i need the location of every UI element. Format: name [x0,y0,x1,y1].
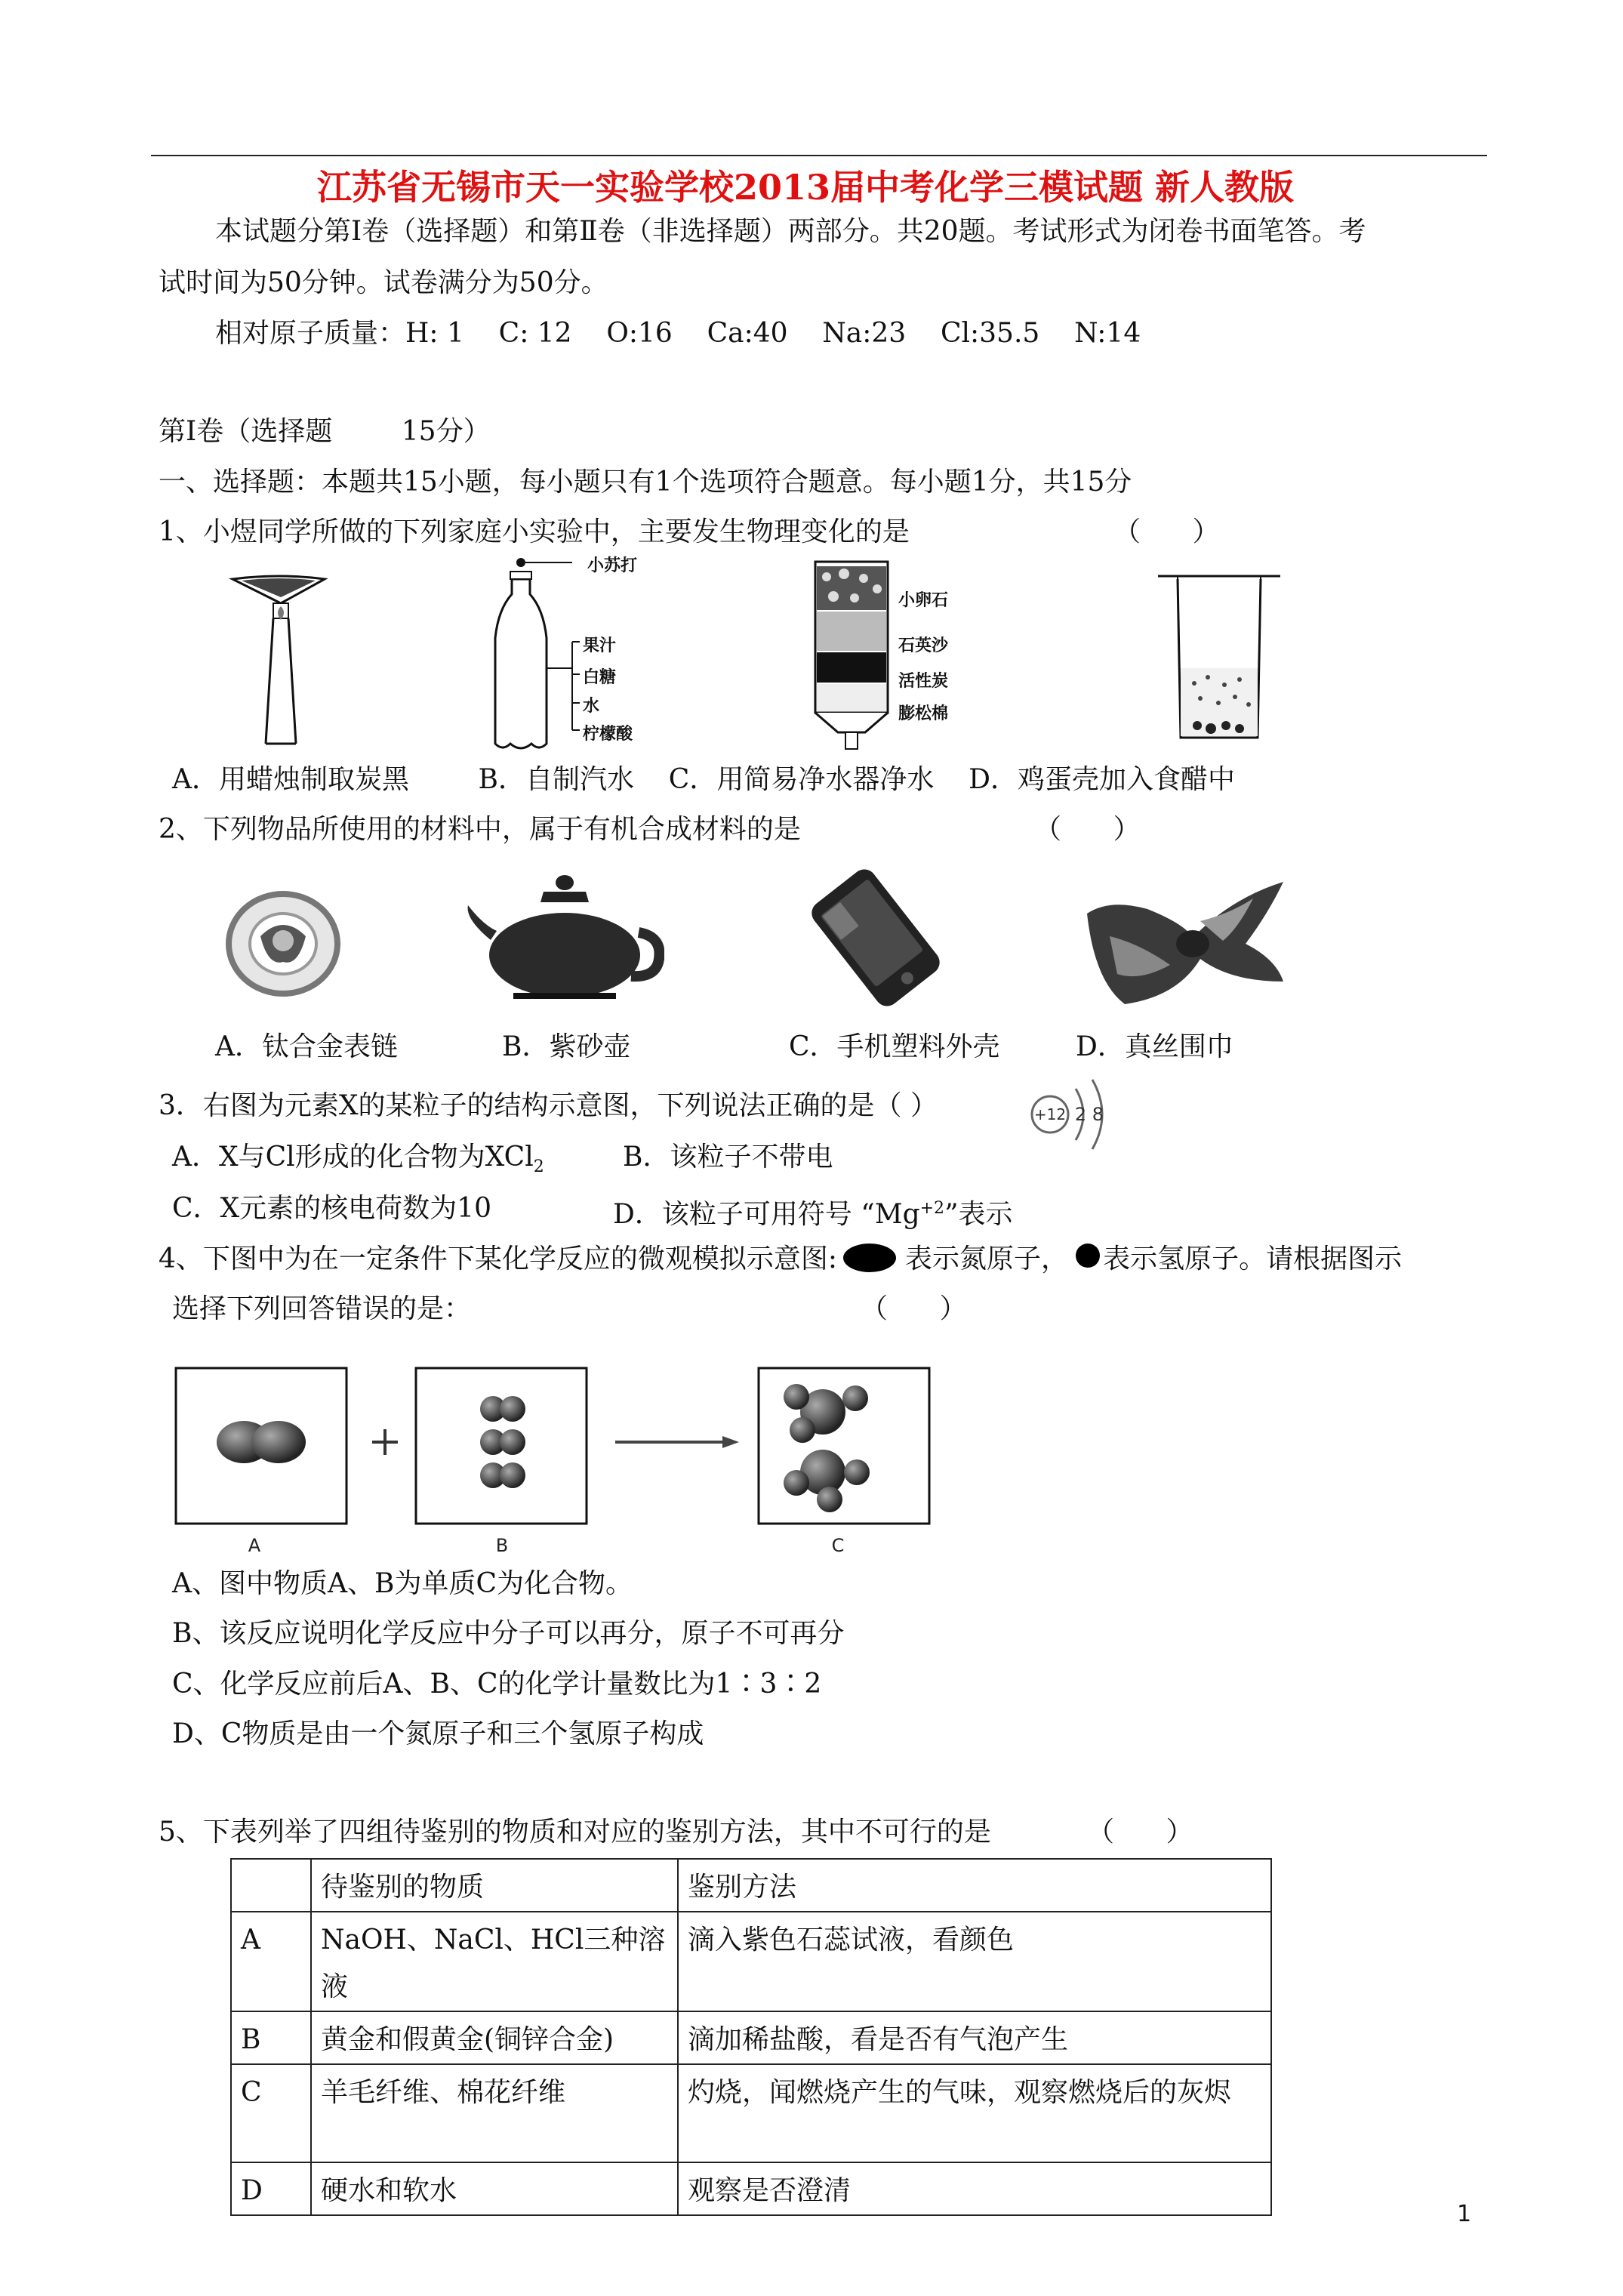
q2-option-c: C．手机塑料外壳 [789,1031,1000,1062]
table-header-cell [231,1859,311,1912]
q4-option-c: C、化学反应前后A、B、C的化学计量数比为1∶3∶2 [172,1669,822,1700]
label-water: 水 [583,696,600,716]
q5-answer-blank: （ ） [1087,1817,1193,1848]
reaction-diagram [155,1351,947,1555]
label-pebbles: 小卵石 [898,590,949,610]
q3-stem: 3．右图为元素X的某粒子的结构示意图，下列说法正确的是（ ） [159,1090,938,1121]
q3-option-b: B．该粒子不带电 [623,1142,833,1173]
section-heading: 第Ⅰ卷（选择题 15分） [159,416,491,447]
q3-option-c: C．X元素的核电荷数为10 [172,1193,491,1224]
table-row [231,2064,1271,2162]
header-rule [151,155,1487,156]
q3-option-d: D．该粒子可用符号 “$Mg^{+2}$”表示 [613,1199,1013,1230]
table-cell: 羊毛纤维、棉花纤维 [311,2064,678,2162]
table-cell: D [231,2162,311,2215]
q1-stem: 1、小煜同学所做的下列家庭小实验中，主要发生物理变化的是 [159,516,910,547]
label-baking-soda: 小苏打 [587,556,638,575]
q2-option-a: A．钛合金表链 [215,1031,398,1062]
table-cell: 滴入紫色石蕊试液，看颜色 [678,1912,1271,2011]
q2-option-b: B．紫砂壶 [502,1031,631,1062]
electron-shells: 2 8 [1074,1104,1104,1125]
atomic-masses: 相对原子质量：H: 1 C: 12 O:16 Ca:40 Na:23 Cl:35.5 N:14 [215,318,1141,349]
q1-options: A．用蜡烛制取炭黑 B．自制汽水 C．用简易净水器净水 D．鸡蛋壳加入食醋中 [172,764,1235,795]
table-cell: 滴加稀盐酸，看是否有气泡产生 [678,2011,1271,2064]
candle-experiment-figure [226,570,377,751]
clay-teapot-image [460,872,664,1004]
label-activated-carbon: 活性炭 [898,671,949,691]
label-quartz-sand: 石英沙 [898,636,949,655]
water-purifier-figure [808,559,898,755]
q2-stem: 2、下列物品所使用的材料中，属于有机合成材料的是 [159,814,801,845]
q4-stem-line-2: 选择下列回答错误的是： [172,1293,472,1324]
table-header-cell: 待鉴别的物质 [311,1859,678,1912]
table-cell: 观察是否澄清 [678,2162,1271,2215]
label-cotton: 膨松棉 [898,704,949,723]
q4-answer-blank: （ ） [861,1293,967,1324]
page-number: 1 [1457,2201,1472,2227]
table-row [231,1912,1271,2011]
table-cell: A [231,1912,311,2011]
identification-table [230,1858,1272,2216]
plastic-phone-case-image [800,868,951,1008]
table-cell: 灼烧，闻燃烧产生的气味，观察燃烧后的灰烬 [678,2064,1271,2162]
box-label-a: A [248,1535,261,1555]
box-label-c: C [831,1535,845,1555]
table-cell: B [231,2011,311,2064]
q5-stem: 5、下表列举了四组待鉴别的物质和对应的鉴别方法，其中不可行的是 [159,1817,991,1848]
label-sugar: 白糖 [583,667,617,687]
q4-option-b: B、该反应说明化学反应中分子可以再分，原子不可再分 [172,1618,845,1649]
q4-option-d: D、C物质是由一个氮原子和三个氢原子构成 [172,1718,704,1749]
table-header-row [231,1859,1271,1912]
table-cell: 硬水和软水 [311,2162,678,2215]
q1-answer-blank: （ ） [1113,516,1220,547]
nucleus-charge: +12 [1033,1105,1067,1123]
intro-line-1: 本试题分第Ⅰ卷（选择题）和第Ⅱ卷（非选择题）两部分。共20题。考试形式为闭卷书面笔答。考 [215,216,1366,247]
q4-stem-line-1: 4、下图中为在一定条件下某化学反应的微观模拟示意图: 表示氮原子， 表示氢原子。请根据图示 [159,1244,1403,1274]
section-instruction: 一、选择题：本题共15小题，每小题只有1个选项符合题意。每小题1分，共15分 [159,467,1132,498]
beaker-eggshell-figure [1155,570,1283,747]
table-header-cell: 鉴别方法 [678,1859,1271,1912]
document-title: 江苏省无锡市天一实验学校2013届中考化学三模试题 新人教版 [317,167,1295,208]
intro-line-2: 试时间为50分钟。试卷满分为50分。 [159,267,608,298]
nitrogen-atom-icon [843,1244,896,1272]
label-citric-acid: 柠檬酸 [583,724,633,744]
table-row [231,2162,1271,2215]
hydrogen-atom-icon [1076,1244,1100,1268]
label-juice: 果汁 [583,636,617,655]
q2-answer-blank: （ ） [1034,814,1141,845]
atomic-structure-diagram [1023,1072,1129,1155]
table-cell: 黄金和假黄金(铜锌合金) [311,2011,678,2064]
q4-option-a: A、图中物质A、B为单质C为化合物。 [172,1568,633,1599]
table-row [231,2011,1271,2064]
table-cell: NaOH、NaCl、HCl三种溶液 [311,1912,678,2011]
watch-chain-image [223,883,343,1004]
q2-option-d: D．真丝围巾 [1076,1031,1233,1062]
box-label-b: B [495,1535,509,1555]
table-cell: C [231,2064,311,2162]
q3-option-a: A．X与Cl形成的化合物为XCl$_2$ [172,1142,544,1177]
silk-scarf-image [1079,868,1291,1012]
